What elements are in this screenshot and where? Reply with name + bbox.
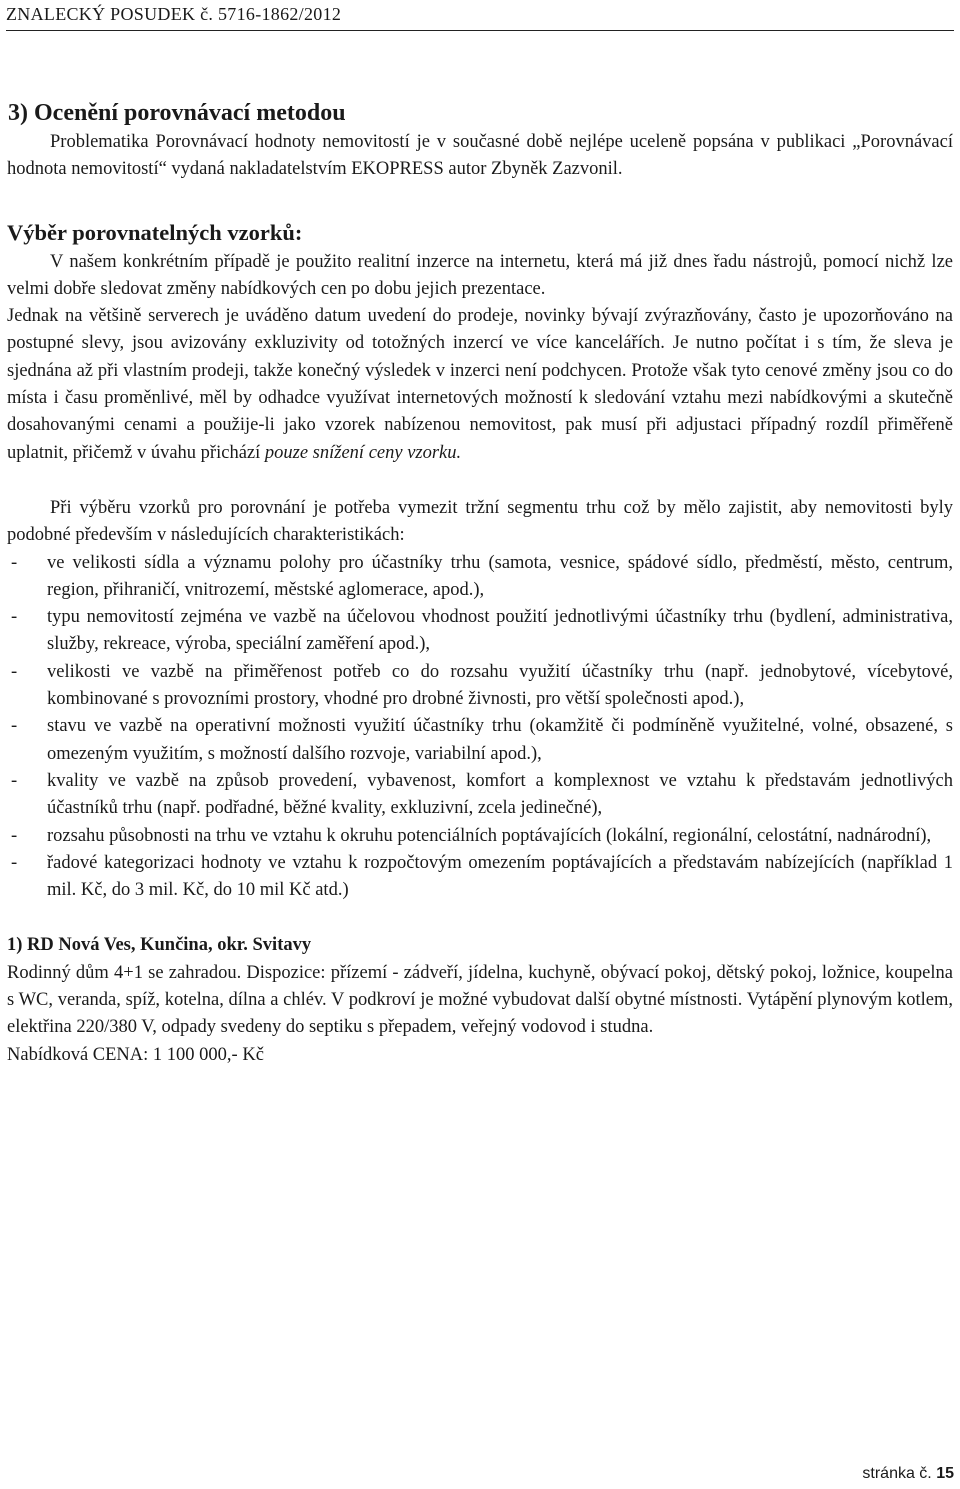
criteria-intro-paragraph: Při výběru vzorků pro porovnání je potřeba vymezit tržní segmentu trhu což by mělo zajistit, aby nemovitosti byly podobné především v následujících charakteristikách: (7, 497, 953, 546)
list-item: - ve velikosti sídla a významu polohy pro účastníky trhu (samota, vesnice, spádové sídlo, předměstí, město, centrum, region, přihraničí, vnitrozemí, městské aglomerace, apod.), (7, 550, 953, 605)
dash-bullet: - (11, 825, 18, 846)
selection-subtitle: Výběr porovnatelných vzorků: (7, 219, 303, 245)
page-number: 15 (936, 1465, 954, 1482)
header-divider (6, 30, 954, 31)
list-item: - rozsahu působnosti na trhu ve vztahu k okruhu potenciálních poptávajících (lokální, regionální, celostátní, nadnárodní), (7, 823, 953, 850)
section-intro-paragraph: Problematika Porovnávací hodnoty nemovitostí je v současné době nejlépe uceleně popsána v publikaci „Porovnávací hodnota nemovitostí“ vydaná nakladatelstvím EKOPRESS autor Zbyněk Zazvonil. (7, 132, 953, 180)
selection-paragraph-2: Jednak na většině serverech je uváděno datum uvedení do prodeje, novinky bývají zvýrazňovány, často je upozorňováno na postupné slevy, jsou avizovány exkluzivity od totožných inzercí ve více kancelářích. Je nutno počítat i s tím, že sleva je sjednána až při vlastním prodeji, takže konečný výsledek v inzerci není podchycen. Protože však tyto cenové změny jsou co do místa i času proměnlivé, měl by odhadce využívat internetových možností k sledování vztahu mezi nabídkovými a skutečně dosahovanými cenami a použije-li jako vzorek nabízenou nemovitost, pak musí při adjustaci případný rozdíl přiměřeně uplatnit, přičemž v úvahu přichází pouze snížení ceny vzorku. (7, 306, 953, 463)
dash-bullet: - (11, 716, 18, 737)
dash-bullet: - (11, 552, 18, 573)
list-item: - stavu ve vazbě na operativní možnosti využití účastníky trhu (okamžitě či podmíněně využitelné, volné, obsazené, s omezeným využitím, s možností dalšího rozvoje, variabilní apod.), (7, 713, 953, 768)
dash-bullet: - (11, 661, 18, 682)
criteria-list (7, 550, 953, 905)
selection-paragraph-1: V našem konkrétním případě je použito realitní inzerce na internetu, která má již dnes řadu nástrojů, pomocí nichž lze velmi dobře sledovat změny nabídkových cen po dobu jejich prezentace. (7, 251, 953, 299)
sample-title: 1) RD Nová Ves, Kunčina, okr. Svitavy (7, 935, 312, 956)
document-title: ZNALECKÝ POSUDEK č. 5716-1862/2012 (6, 4, 342, 24)
list-item: - kvality ve vazbě na způsob provedení, vybavenost, komfort a komplexnost ve vztahu k představám jednotlivých účastníků trhu (např. podřadné, běžné kvality, exkluzivní, zcela jedinečné), (7, 768, 953, 823)
page-footer (862, 1465, 954, 1483)
dash-bullet: - (11, 770, 18, 791)
sample-price: Nabídková CENA: 1 100 000,- Kč (7, 1044, 264, 1065)
dash-bullet: - (11, 607, 18, 628)
page-label: stránka č. (862, 1465, 932, 1482)
page-body (7, 97, 953, 1069)
list-item: - typu nemovitostí zejména ve vazbě na účelovou vhodnost použití jednotlivými účastníky trhu (bydlení, administrativa, služby, rekreace, výroba, speciální zaměření apod.), (7, 604, 953, 659)
emphasis-text: pouze snížení ceny vzorku. (264, 442, 462, 463)
list-item: - velikosti ve vazbě na přiměřenost potřeb co do rozsahu využití účastníky trhu (např. jednobytové, vícebytové, kombinované s provozními prostory, vhodné pro drobné živnosti, pro větší společnosti apod.), (7, 659, 953, 714)
section-title: 3) Ocenění porovnávací metodou (8, 100, 346, 126)
list-item: - řadové kategorizaci hodnoty ve vztahu k rozpočtovým omezením poptávajících a představám nabízejících (například 1 mil. Kč, do 3 mil. Kč, do 10 mil Kč atd.) (7, 850, 953, 905)
dash-bullet: - (11, 852, 18, 873)
sample-description: Rodinný dům 4+1 se zahradou. Dispozice: přízemí - zádveří, jídelna, kuchyně, obývací pokoj, dětský pokoj, ložnice, koupelna s WC, veranda, spíž, kotelna, dílna a chlév. V podkroví je možné vybudovat další obytné místnosti. Vytápění plynovým kotlem, elektřina 220/380 V, odpady svedeny do septiku s přepadem, veřejný vodovod i studna. (7, 962, 953, 1038)
